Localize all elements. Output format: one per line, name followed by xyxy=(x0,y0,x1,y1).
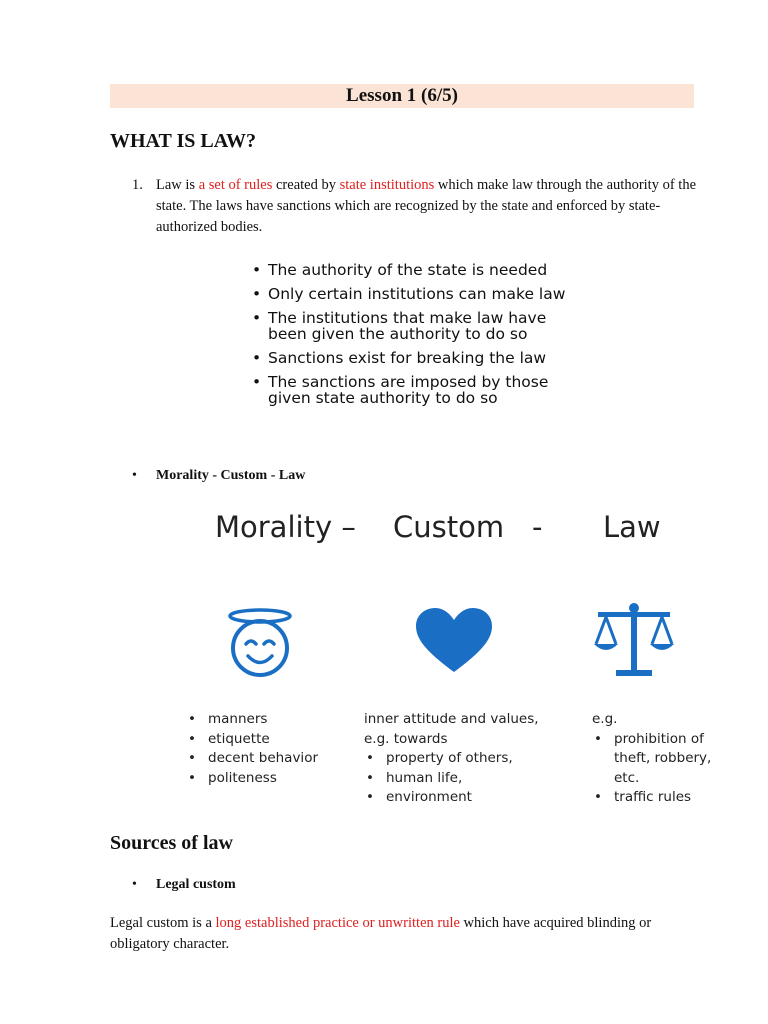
legal-custom-paragraph xyxy=(110,913,670,955)
list-item: • manners xyxy=(186,710,336,730)
paragraph-part: which have acquired blinding or obligatory character. xyxy=(110,915,652,952)
bullet-morality-custom-law xyxy=(132,468,305,484)
list-item: • etiquette xyxy=(186,730,336,750)
definition-part: which make law through the authority of the state. The laws have sanctions which are recognized by the state and enforced by state-authorized bodies. xyxy=(156,177,697,235)
custom-examples-list xyxy=(364,710,554,808)
bullet-text: Morality - Custom - Law xyxy=(156,468,306,483)
law-examples-list xyxy=(592,710,722,808)
list-item: • Only certain institutions can make law xyxy=(250,286,580,302)
bullet-icon: • xyxy=(132,468,137,483)
morality-examples-list xyxy=(186,710,336,788)
list-item: • human life, xyxy=(364,769,554,789)
definition-part: Law is xyxy=(156,177,199,193)
bullet-legal-custom xyxy=(132,877,236,893)
definition-text xyxy=(156,175,702,238)
highlight-state-institutions: state institutions xyxy=(339,177,435,193)
highlight-set-of-rules: a set of rules xyxy=(198,177,273,193)
highlight-long-established-practice: long established practice or unwritten rule xyxy=(215,915,460,931)
custom-title: Custom xyxy=(393,510,505,544)
list-item: • The sanctions are imposed by those given state authority to do so xyxy=(250,374,580,406)
morality-title: Morality – xyxy=(215,510,356,544)
law-intro: e.g. xyxy=(592,711,618,727)
list-item: • The authority of the state is needed xyxy=(250,262,580,278)
list-item: • property of others, xyxy=(364,749,554,769)
list-item: • politeness xyxy=(186,769,336,789)
list-item: • prohibition of theft, robbery, etc. xyxy=(592,730,722,789)
list-item: • traffic rules xyxy=(592,788,722,808)
custom-intro: inner attitude and values, e.g. towards xyxy=(364,711,539,747)
definition-item xyxy=(132,175,702,238)
definition-part: created by xyxy=(272,177,340,193)
bullet-icon: • xyxy=(132,877,137,892)
heart-icon xyxy=(414,606,494,676)
smiling-angel-face-icon xyxy=(224,606,296,678)
dash-separator: - xyxy=(532,510,543,544)
heading-sources-of-law: Sources of law xyxy=(110,832,233,854)
paragraph-part: Legal custom is a xyxy=(110,915,216,931)
scales-of-justice-icon xyxy=(594,600,674,680)
list-item: • decent behavior xyxy=(186,749,336,769)
law-characteristics-list xyxy=(250,262,580,414)
list-item: • environment xyxy=(364,788,554,808)
list-item: • Sanctions exist for breaking the law xyxy=(250,350,580,366)
list-item: • The institutions that make law have been given the authority to do so xyxy=(250,310,580,342)
lesson-title: Lesson 1 (6/5) xyxy=(110,84,694,108)
bullet-text: Legal custom xyxy=(156,877,236,892)
law-title: Law xyxy=(603,510,661,544)
heading-what-is-law: WHAT IS LAW? xyxy=(110,130,256,152)
list-number: 1. xyxy=(132,177,143,193)
